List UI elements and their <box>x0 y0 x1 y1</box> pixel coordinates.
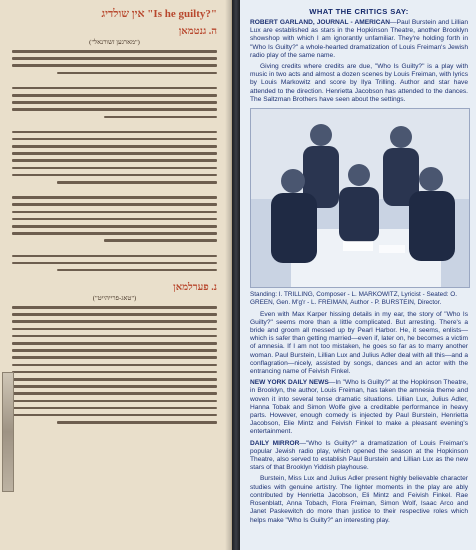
yiddish-review-1-text <box>12 50 217 276</box>
english-page <box>240 0 476 550</box>
fold-shadow <box>225 0 231 550</box>
review-daily-news-text: —In "Who Is Guilty?" at the Hopkinson Theatre, in Brooklyn, the author, Louis Freiman, has taken the amnesia theme and woven it into several tense dramatic situations. Lillian Lux, Julius Adler, Hanna Tobak and Simon Wolfe give a creditable performance in heavy parts. However, enough comedy is injected by Paul Burstein, Henrietta Jacobson, Elie Mintz and Feivish Finkel to make a pleasant evening's entertainment. <box>250 379 468 436</box>
review-garland-source: ROBERT GARLAND, JOURNAL - AMERICAN <box>250 19 391 26</box>
review-garland-text: —Paul Burstein and Lillian Lux are established as stars in the Hopkinson Theatre, another Brooklyn showshop with which I am ignorantly unfamiliar. They're holding forth in "Who Is Guilty?" a whole-hearted dramatization of Louis Freiman's Jewish radio play of the same name. <box>250 19 468 59</box>
review-story: Even with Max Karper hissing details in my ear, the story of "Who Is Guilty?" seems more than a little complicated. But arresting. There's a bride and groom all messed up by Pearl Harbor. He, it seems, enlists—which is safer than getting married—even if, later on, he becomes a victim of amnesia. If I am not too mistaken, he goes so far as to marry another woman. Paul Burstein, Lillian Lux and Julius Adler deal with all this—and a conflagration—nicely, assisted by songs, dances and an actor with the entrancing name of Feivish Finkel. <box>250 310 468 376</box>
group-photo-image <box>251 109 469 287</box>
review-daily-mirror-text: —"Who Is Guilty?" a dramatization of Louis Freiman's popular Jewish radio play, which opened the season at the Hopkinson Theatre, also served to establish Paul Burstein and Lillian Lux as the new stars of that Brooklyn Yiddish playhouse. <box>250 439 468 472</box>
review-daily-mirror-source: DAILY MIRROR <box>250 439 300 447</box>
binding-gutter <box>232 0 240 550</box>
group-photo <box>250 108 470 288</box>
photo-edge-strip <box>2 372 14 492</box>
review-author-1: ה. גנטמאן <box>178 26 217 37</box>
yiddish-page <box>0 0 232 550</box>
review-daily-news <box>250 379 468 436</box>
review-garland-credits: Giving credits where credits are due, "Who Is Guilty?" is a play with music in two acts and almost a dozen scenes by Louis Freiman, with lyrics by Louis Markowitz and score by Ilya Trilling. Author and star have attended to the direction. Henrietta Jacobson has attended to the dances. The Saltzman Brothers have seen about the settings. <box>250 63 468 103</box>
review-cast: Burstein, Miss Lux and Julius Adler present highly believable character studies with genuine artistry. The lighter moments in the play are ably contributed by Henrietta Jacobson, Eli Mintz and Feivish Finkel. Rae Rosenblatt, Anna Tobach, Flora Freiman, Simon Wolf, Isaac Arco and Janet Paskewitch do more than justice to their respective roles which helps make "Who Is Guilty?" an interesting play. <box>250 475 468 524</box>
photo-caption: Standing: I. TRILLING, Composer - L. MARKOWITZ, Lyricist - Seated: O. GREEN, Gen. M'g'r - L. FREIMAN, Author - P. BURSTEIN, Director. <box>250 291 458 306</box>
review-daily-mirror <box>250 440 468 473</box>
yiddish-page-heading: "?Is he guilty" אין שולדיג <box>101 8 217 20</box>
review-source-1: ("מארגען זשורנאל") <box>89 39 140 46</box>
review-author-2: נ. פערלמאן <box>173 282 217 294</box>
yiddish-review-2-text <box>12 306 217 428</box>
critics-title: WHAT THE CRITICS SAY: <box>309 7 409 16</box>
review-garland <box>250 19 468 60</box>
review-source-2: ("טאג-פרייהייט") <box>92 295 137 303</box>
review-daily-news-source: NEW YORK DAILY NEWS <box>250 379 329 387</box>
